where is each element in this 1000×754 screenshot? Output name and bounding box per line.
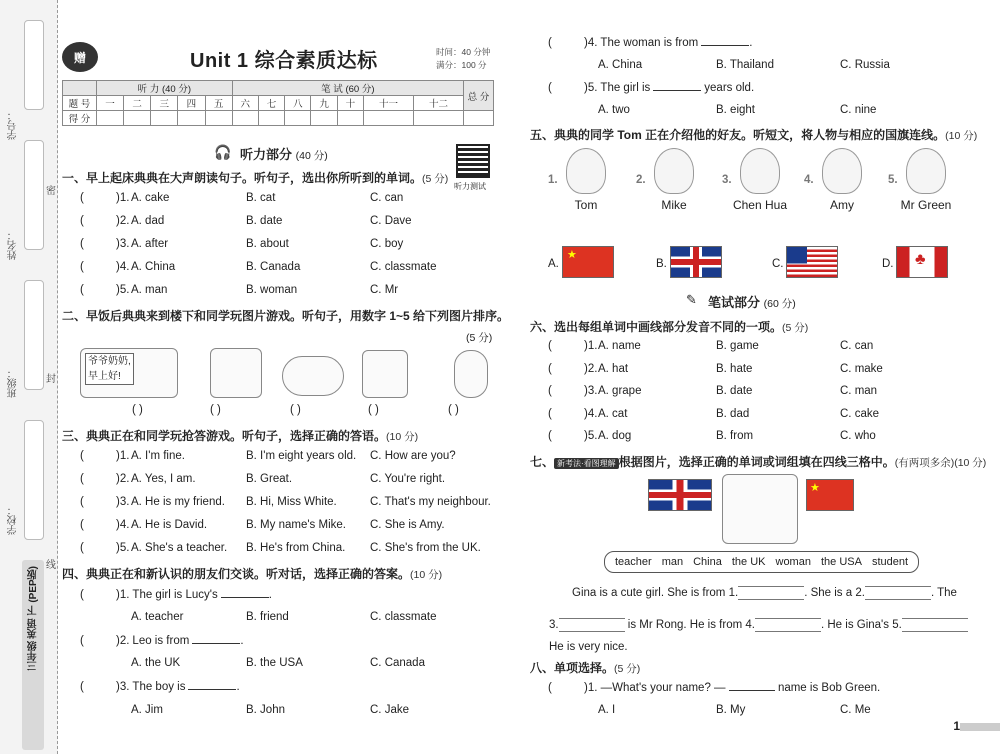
- question-number: )1.: [116, 589, 130, 601]
- question-text: —What's your name? —: [600, 682, 726, 694]
- score-cell[interactable]: [258, 111, 284, 126]
- period: .: [268, 589, 272, 601]
- option-c[interactable]: C. Mr: [370, 284, 399, 296]
- option-c[interactable]: C. She is Amy.: [370, 519, 445, 531]
- question-row: [80, 588, 272, 601]
- option-a[interactable]: A. cat: [598, 407, 628, 420]
- score-cell[interactable]: [363, 111, 413, 126]
- person-name: Mike: [661, 198, 687, 212]
- order-blank[interactable]: ( ): [210, 404, 221, 416]
- question-row: [80, 238, 129, 250]
- question-row: [80, 634, 244, 647]
- question-number: )4.: [584, 37, 598, 49]
- section-6-text: 六、选出每组单词中画线部分发音不同的一项。: [530, 320, 783, 334]
- score-cell[interactable]: [178, 111, 205, 126]
- question-row: [80, 519, 129, 531]
- option-a[interactable]: A. dog: [598, 430, 632, 442]
- answer-paren[interactable]: (: [80, 589, 84, 601]
- speech-bubble: [85, 353, 134, 385]
- person-number: 5.: [888, 174, 898, 186]
- classroom-picture: [722, 474, 798, 544]
- china-flag-icon: [806, 479, 854, 511]
- score-cell[interactable]: [232, 111, 258, 126]
- china-flag-icon[interactable]: [562, 246, 614, 278]
- section-7-points: (有两项多余)(10 分): [894, 457, 987, 469]
- col-num: 二: [124, 96, 151, 111]
- question-number: )1.: [584, 682, 598, 694]
- score-cell[interactable]: [285, 111, 311, 126]
- answer-paren[interactable]: (: [548, 682, 552, 694]
- question-number: )5.: [116, 284, 130, 296]
- section-6-points: (5 分): [782, 322, 809, 334]
- word-option: man: [661, 556, 684, 568]
- question-row: [80, 192, 129, 204]
- question-number: )4.: [584, 407, 598, 420]
- section-1-points: (5 分): [422, 173, 449, 185]
- col-num: 一: [97, 96, 124, 111]
- fill-blank-2[interactable]: [865, 586, 931, 600]
- person-avatar-icon[interactable]: [740, 148, 780, 194]
- option-c[interactable]: C. Canada: [370, 657, 425, 669]
- col-num: 四: [178, 96, 205, 111]
- name-label: 姓名：: [8, 230, 19, 260]
- option-b[interactable]: B. He's from China.: [246, 542, 346, 554]
- star-icon: ★: [810, 482, 820, 494]
- option-a[interactable]: A. I: [598, 704, 616, 716]
- picture-park: [362, 350, 408, 398]
- answer-blank[interactable]: [221, 588, 269, 598]
- score-cell[interactable]: [464, 111, 494, 126]
- answer-paren[interactable]: (: [80, 519, 84, 531]
- question-number: )5.: [116, 542, 130, 554]
- page-title: Unit 1 综合素质达标: [190, 50, 378, 72]
- usa-flag-icon[interactable]: [786, 246, 838, 278]
- new-format-tag: 新考法·看图理解: [554, 458, 619, 469]
- fill-blank-3[interactable]: [559, 618, 625, 632]
- section-1-heading: [62, 169, 448, 186]
- option-c[interactable]: C. man: [840, 385, 878, 397]
- option-b[interactable]: B. friend: [246, 611, 289, 623]
- option-a[interactable]: A. Yes, I am.: [131, 473, 196, 485]
- section-7-text: 根据图片，选择正确的单词或词组填在四线三格中。: [618, 455, 895, 469]
- binding-box: [24, 140, 44, 250]
- seal-mark: 密: [46, 186, 56, 197]
- col-num: 十一: [363, 96, 413, 111]
- score-table: [62, 80, 494, 126]
- person-number: 2.: [636, 174, 646, 186]
- flag-label: B.: [656, 258, 667, 270]
- answer-blank[interactable]: [653, 81, 701, 91]
- option-c[interactable]: C. can: [370, 192, 404, 204]
- person-number: 3.: [722, 174, 732, 186]
- answer-paren[interactable]: (: [548, 37, 552, 49]
- page-number: 1: [953, 719, 960, 733]
- option-b[interactable]: B. I'm eight years old.: [246, 450, 357, 462]
- person-name: Tom: [574, 198, 598, 212]
- option-a[interactable]: A. He is my friend.: [131, 496, 225, 508]
- passage-text: . She is a: [804, 587, 853, 600]
- listening-part-title: [240, 144, 328, 163]
- question-number: )5.: [584, 430, 598, 442]
- section-5-points: (10 分): [945, 130, 978, 142]
- question-number: )3.: [116, 238, 130, 250]
- option-b[interactable]: B. date: [716, 385, 753, 397]
- question-row: [548, 408, 597, 420]
- s8-question: [548, 681, 880, 694]
- passage-text: Gina is a cute girl. She is from: [572, 587, 726, 600]
- binding-box: [24, 20, 44, 110]
- section-1-text: 一、早上起床典典在大声朗读句子。听句子，选出你所听到的单词。: [62, 171, 423, 185]
- section-8-points: (5 分): [614, 663, 641, 675]
- question-number: )2.: [584, 362, 598, 375]
- answer-paren[interactable]: (: [548, 430, 552, 442]
- pencil-icon: ✎: [686, 292, 697, 307]
- question-text: name is Bob Green.: [777, 682, 881, 694]
- question-row: [548, 81, 754, 94]
- option-b[interactable]: B. about: [246, 238, 289, 250]
- answer-paren[interactable]: (: [80, 450, 84, 462]
- question-row: [548, 363, 597, 375]
- option-c[interactable]: C. That's my neighbour.: [370, 496, 491, 508]
- option-c[interactable]: C. How are you?: [370, 450, 456, 462]
- person-name: Mr Green: [900, 198, 952, 212]
- person-number: 4.: [804, 174, 814, 186]
- person-number: 1.: [548, 174, 558, 186]
- period: .: [240, 635, 244, 647]
- person-avatar-icon[interactable]: [566, 148, 606, 194]
- passage-text: He is very nice.: [549, 641, 628, 653]
- answer-blank[interactable]: [192, 634, 240, 644]
- option-c[interactable]: C. classmate: [370, 611, 437, 623]
- option-a[interactable]: A. He is David.: [131, 519, 208, 531]
- section-4-heading: [62, 565, 442, 582]
- writing-part-label: 笔试部分: [708, 295, 761, 310]
- section-4-points: (10 分): [410, 569, 443, 581]
- bubble-line: 早上好!: [88, 371, 121, 382]
- option-b[interactable]: B. John: [246, 704, 285, 716]
- seal-mark: 线: [46, 560, 56, 571]
- flag-label: A.: [548, 258, 559, 270]
- option-b[interactable]: B. Great.: [246, 473, 293, 485]
- option-c[interactable]: C. can: [840, 340, 874, 352]
- question-number: )1.: [116, 192, 130, 204]
- word-option: China: [693, 556, 722, 568]
- answer-blank[interactable]: [729, 681, 775, 691]
- score-cell[interactable]: [97, 111, 124, 126]
- word-option: the UK: [731, 556, 766, 568]
- binding-box: [24, 420, 44, 540]
- option-b[interactable]: B. game: [716, 340, 759, 352]
- passage-text: is Mr Rong. He is from: [627, 619, 743, 632]
- question-number: )3.: [584, 385, 598, 397]
- answer-paren[interactable]: (: [80, 542, 84, 554]
- option-c[interactable]: C. boy: [370, 238, 404, 250]
- section-5-text: 五、典典的同学 Tom 正在介绍他的好友。听短文，将人物与相应的国旗连线。: [530, 128, 946, 142]
- section-7-number: 七、: [530, 455, 555, 469]
- option-a[interactable]: A. dad: [131, 215, 165, 227]
- score-cell[interactable]: [151, 111, 178, 126]
- score-cell[interactable]: [337, 111, 363, 126]
- blank-number: 3.: [549, 619, 559, 632]
- section-8-text: 八、单项选择。: [530, 661, 615, 675]
- option-a[interactable]: A. teacher: [131, 611, 184, 623]
- section-6-heading: [530, 318, 808, 335]
- section-8-heading: [530, 659, 640, 676]
- qr-code-icon[interactable]: [456, 144, 490, 178]
- section-7-heading: [530, 453, 986, 470]
- binding-box: [24, 280, 44, 390]
- seal-mark: 封: [46, 374, 56, 385]
- order-blank[interactable]: ( ): [448, 404, 459, 416]
- fill-blank-5[interactable]: [902, 618, 968, 632]
- question-row: [80, 450, 129, 462]
- row-label: 题 号: [63, 96, 97, 111]
- question-number: )1.: [116, 450, 130, 462]
- section-2-text: 二、早饭后典典来到楼下和同学玩图片游戏。听句子，用数字 1~5 给下列图片排序。: [62, 309, 510, 323]
- writing-header: 笔 试 (60 分): [232, 81, 463, 96]
- option-b[interactable]: B. Thailand: [716, 59, 774, 71]
- question-number: )4.: [116, 261, 130, 273]
- question-number: )4.: [116, 519, 130, 531]
- answer-paren[interactable]: (: [80, 473, 84, 485]
- bubble-line: 爷爷奶奶,: [88, 356, 131, 367]
- col-num: 八: [285, 96, 311, 111]
- question-text: The woman is from: [600, 37, 699, 49]
- word-option: student: [871, 556, 909, 568]
- option-c[interactable]: C. Jake: [370, 704, 409, 716]
- blank-number: 4.: [745, 619, 755, 632]
- person-avatar-icon[interactable]: [906, 148, 946, 194]
- col-num: 五: [205, 96, 232, 111]
- answer-paren[interactable]: (: [80, 261, 84, 273]
- option-a[interactable]: A. I'm fine.: [131, 450, 185, 462]
- question-number: )2.: [116, 473, 130, 485]
- option-b[interactable]: B. date: [246, 215, 283, 227]
- period: .: [236, 681, 240, 693]
- answer-blank[interactable]: [188, 680, 236, 690]
- word-option: the USA: [820, 556, 862, 568]
- option-a[interactable]: A. man: [131, 284, 168, 296]
- canada-flag-icon[interactable]: [896, 246, 948, 278]
- score-cell[interactable]: [205, 111, 232, 126]
- page-tab: [960, 723, 1000, 731]
- option-a[interactable]: A. hat: [598, 362, 629, 375]
- question-text: Leo is from: [132, 635, 190, 647]
- question-row: [80, 215, 129, 227]
- option-a[interactable]: A. after: [131, 238, 169, 250]
- section-2-heading: [62, 307, 509, 324]
- student-id-label: 学号：: [8, 110, 19, 140]
- fill-line-2: [549, 618, 968, 632]
- picture-teacher: [210, 348, 262, 398]
- row-label: 得 分: [63, 111, 97, 126]
- word-option: woman: [775, 556, 811, 568]
- word-option: teacher: [615, 556, 652, 568]
- question-text: years old.: [704, 82, 755, 94]
- question-row: [548, 340, 597, 352]
- question-number: )2.: [116, 215, 130, 227]
- option-b[interactable]: B. the USA: [246, 657, 303, 669]
- answer-paren[interactable]: (: [548, 82, 552, 94]
- col-num: 九: [311, 96, 337, 111]
- answer-paren[interactable]: (: [548, 362, 552, 375]
- gift-badge: 赠: [62, 42, 98, 72]
- period: .: [749, 37, 753, 49]
- person-avatar-icon[interactable]: [822, 148, 862, 194]
- option-c[interactable]: C. You're right.: [370, 473, 446, 485]
- score-cell[interactable]: [311, 111, 337, 126]
- option-b[interactable]: B. eight: [716, 104, 755, 116]
- col-num: 七: [258, 96, 284, 111]
- person-name: Amy: [830, 198, 854, 212]
- word-bank: [604, 551, 919, 573]
- question-text: The girl is Lucy's: [132, 589, 218, 601]
- fill-line-1: [572, 586, 957, 600]
- question-row: [548, 385, 597, 397]
- blank-number: 2.: [855, 587, 865, 600]
- maple-leaf-icon: ♣: [915, 251, 926, 268]
- picture-grandparents: [80, 348, 178, 398]
- blank-number: 5.: [892, 619, 902, 632]
- question-row: [548, 36, 752, 49]
- option-c[interactable]: C. nine: [840, 104, 877, 116]
- option-c[interactable]: C. cake: [840, 407, 879, 420]
- picture-car: [282, 356, 344, 396]
- answer-paren[interactable]: (: [80, 681, 84, 693]
- section-2-points: (5 分): [466, 332, 493, 344]
- option-c[interactable]: C. Me: [840, 704, 871, 716]
- option-b[interactable]: B. cat: [246, 192, 276, 204]
- order-blank[interactable]: ( ): [132, 404, 143, 416]
- answer-paren[interactable]: (: [80, 238, 84, 250]
- option-b[interactable]: B. Canada: [246, 261, 301, 273]
- option-c[interactable]: C. who: [840, 430, 876, 442]
- series-label: 三年级 英语 下 (PEP版): [28, 566, 39, 672]
- question-row: [80, 261, 129, 273]
- option-b[interactable]: B. hate: [716, 362, 753, 375]
- option-a[interactable]: A. grape: [598, 385, 642, 397]
- col-num: 十二: [413, 96, 463, 111]
- answer-paren[interactable]: (: [80, 284, 84, 296]
- option-c[interactable]: C. make: [840, 362, 883, 375]
- question-number: )2.: [116, 635, 130, 647]
- option-b[interactable]: B. dad: [716, 407, 750, 420]
- headphones-icon: 🎧: [214, 144, 232, 160]
- section-4-text: 四、典典正在和新认识的朋友们交谈。听对话，选择正确的答案。: [62, 567, 411, 581]
- option-c[interactable]: C. Dave: [370, 215, 412, 227]
- question-row: [548, 430, 597, 442]
- time-limit: 时间：40 分钟: [436, 47, 491, 57]
- listening-part-points: (40 分): [295, 150, 328, 162]
- option-a[interactable]: A. two: [598, 104, 630, 116]
- option-a[interactable]: A. China: [131, 261, 176, 273]
- school-label: 学校：: [8, 505, 19, 535]
- col-num: 十: [337, 96, 363, 111]
- col-num: 六: [232, 96, 258, 111]
- question-number: )5.: [584, 82, 598, 94]
- order-blank[interactable]: ( ): [368, 404, 379, 416]
- question-number: )1.: [584, 340, 598, 352]
- option-b[interactable]: B. My name's Mike.: [246, 519, 346, 531]
- listening-part-label: 听力部分: [240, 147, 293, 162]
- question-row: [80, 284, 129, 296]
- option-a[interactable]: A. the UK: [131, 657, 181, 669]
- option-a[interactable]: A. China: [598, 59, 643, 71]
- option-a[interactable]: A. name: [598, 340, 641, 352]
- option-b[interactable]: B. Hi, Miss White.: [246, 496, 337, 508]
- listening-header: 听 力 (40 分): [97, 81, 233, 96]
- blank-number: 1.: [728, 587, 739, 600]
- option-b[interactable]: B. My: [716, 704, 746, 716]
- score-cell[interactable]: [413, 111, 463, 126]
- full-score: 满分：100 分: [436, 60, 487, 70]
- option-c[interactable]: C. classmate: [370, 261, 437, 273]
- fill-blank-1[interactable]: [738, 586, 804, 600]
- option-a[interactable]: A. Jim: [131, 704, 163, 716]
- question-number: )3.: [116, 681, 130, 693]
- flag-label: C.: [772, 258, 784, 270]
- person-name: Chen Hua: [732, 198, 788, 212]
- question-row: [80, 542, 129, 554]
- class-label: 班级：: [8, 368, 19, 398]
- answer-paren[interactable]: (: [80, 215, 84, 227]
- answer-paren[interactable]: (: [80, 496, 84, 508]
- option-a[interactable]: A. cake: [131, 192, 170, 204]
- answer-paren[interactable]: (: [548, 340, 552, 352]
- uk-flag-icon: [648, 479, 712, 511]
- section-5-heading: [530, 126, 977, 143]
- picture-boy: [454, 350, 488, 398]
- star-icon: ★: [567, 249, 577, 261]
- col-num: 三: [151, 96, 178, 111]
- question-row: [80, 496, 129, 508]
- answer-paren[interactable]: (: [80, 192, 84, 204]
- answer-blank[interactable]: [701, 36, 749, 46]
- uk-flag-icon[interactable]: [670, 246, 722, 278]
- section-3-heading: [62, 427, 418, 444]
- score-cell[interactable]: [124, 111, 151, 126]
- passage-text: . The: [930, 587, 957, 600]
- option-c[interactable]: C. Russia: [840, 59, 890, 71]
- passage-text: . He is Gina's: [820, 619, 890, 632]
- flag-label: D.: [882, 258, 894, 270]
- section-3-points: (10 分): [386, 431, 419, 443]
- option-c[interactable]: C. She's from the UK.: [370, 542, 481, 554]
- question-text: The girl is: [600, 82, 651, 94]
- answer-paren[interactable]: (: [548, 385, 552, 397]
- option-a[interactable]: A. She's a teacher.: [131, 542, 228, 554]
- writing-part-points: (60 分): [763, 298, 796, 310]
- option-b[interactable]: B. from: [716, 430, 754, 442]
- question-text: The boy is: [132, 681, 186, 693]
- order-blank[interactable]: ( ): [290, 404, 301, 416]
- question-row: [80, 473, 129, 485]
- total-header: 总 分: [464, 81, 494, 111]
- qr-label: 听力测试: [454, 182, 486, 191]
- answer-paren[interactable]: (: [80, 635, 84, 647]
- question-row: [80, 680, 240, 693]
- answer-paren[interactable]: (: [548, 407, 552, 420]
- option-b[interactable]: B. woman: [246, 284, 298, 296]
- person-avatar-icon[interactable]: [654, 148, 694, 194]
- fill-blank-4[interactable]: [755, 618, 821, 632]
- section-3-text: 三、典典正在和同学玩抢答游戏。听句子，选择正确的答语。: [62, 429, 387, 443]
- question-number: )3.: [116, 496, 130, 508]
- writing-part-title: [708, 292, 796, 311]
